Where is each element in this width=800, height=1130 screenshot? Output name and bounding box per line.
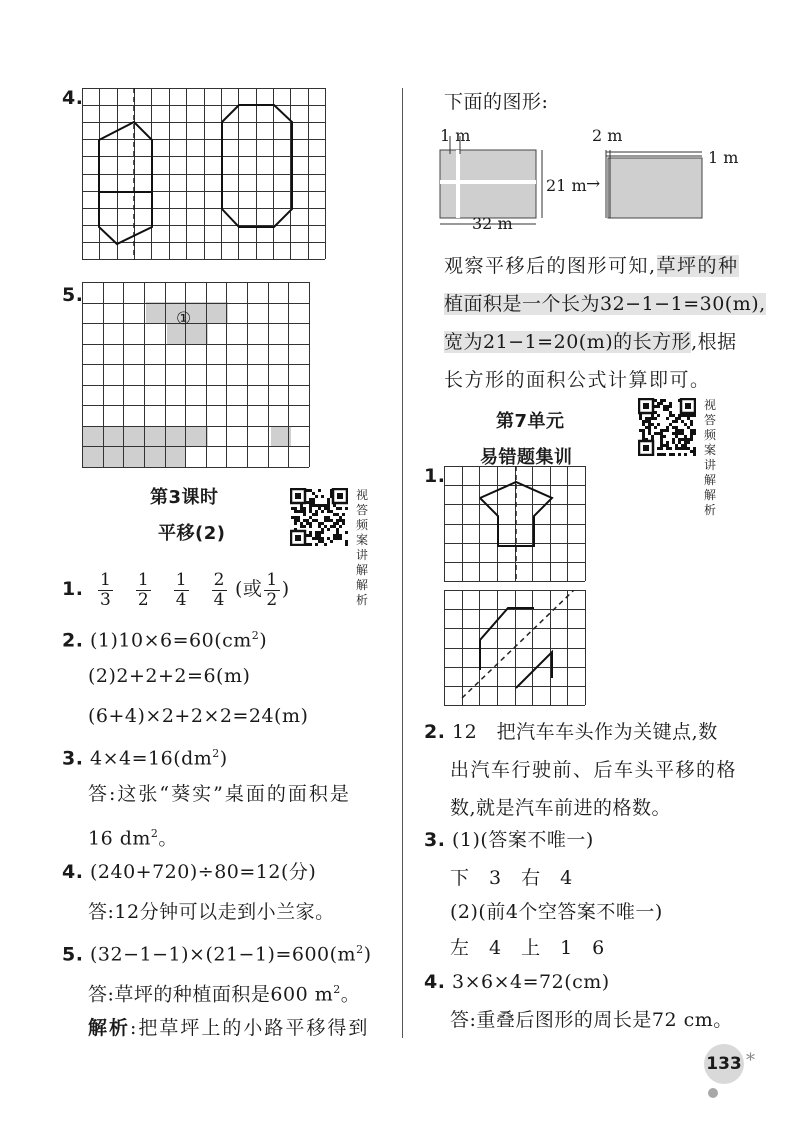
answer-2-line-2: (2)2+2+2=6(m) <box>88 665 251 687</box>
answer-2-line-3: (6+4)×2+2×2=24(m) <box>88 705 309 727</box>
dim-32m: 32 m <box>472 214 513 233</box>
answer-5-analysis: 解析:把草坪上的小路平移得到 <box>88 1017 370 1039</box>
decor-dot-icon <box>708 1088 718 1098</box>
answer-3-response-2: 16 $dm^2$。 <box>88 827 178 850</box>
answer-1-label: 1. <box>62 578 84 600</box>
column-divider <box>402 88 403 1038</box>
exercise-4-response: 答:重叠后图形的周长是72 cm。 <box>450 1009 733 1031</box>
exercise-4-line-1: 4. 3×6×4=72(cm) <box>424 971 610 993</box>
grid-b-shape-2 <box>516 652 552 688</box>
dim-1m-right: 1 m <box>708 148 739 167</box>
answer-3-response: 答:这张“葵实”桌面的面积是 <box>88 783 351 805</box>
q5-label: 5. <box>62 284 84 306</box>
fraction-1-3: $\frac{1}{3}$ <box>100 569 112 610</box>
qr-caption-2: 视答 频案 讲解 解析 <box>704 398 723 517</box>
q4-grid <box>82 88 326 260</box>
lesson-subtitle: 平移(2) <box>158 523 226 544</box>
answer-4-line-1: 4. (240+720)÷80=12(分) <box>62 861 317 883</box>
answer-1: 1. $\frac{1}{3}$ $\frac{1}{2}$ $\frac{1}{4}$ $\frac{2}{4}$ (或 $\frac{1}{2}$ ) <box>62 569 290 610</box>
fraction-2-4: $\frac{2}{4}$ <box>213 569 225 610</box>
answer-4-response: 答:12分钟可以走到小兰家。 <box>88 901 335 923</box>
unit-title: 第7单元 <box>496 411 565 432</box>
page-number: 133 <box>704 1044 744 1084</box>
analysis-continued: 下面的图形: <box>444 91 549 113</box>
arrow-icon: → <box>586 174 601 194</box>
exercise-3-line-4: 左 4 上 1 6 <box>450 937 605 959</box>
lawn-after <box>608 158 702 218</box>
dim-1m-left: 1 m <box>440 126 471 145</box>
answer-3-line-1: 3. $4\times 4=16(dm^2)$ <box>62 747 228 770</box>
exercise-2-line-3: 数,就是汽车前进的格数。 <box>450 797 672 819</box>
exercise-3-line-1: 3. (1)(答案不唯一) <box>424 829 594 851</box>
qr-code-icon[interactable] <box>290 488 348 546</box>
q4-label: 4. <box>62 87 84 109</box>
star-icon: * <box>746 1050 755 1071</box>
qr-caption: 视答 频案 讲解 解析 <box>356 488 375 607</box>
q5-circle-label: ① <box>176 309 192 329</box>
answer-2-line-1: 2. $(1)10\times 6=60(cm^2)$ <box>62 629 268 652</box>
fraction-1-4: $\frac{1}{4}$ <box>175 569 188 610</box>
observation-line-4: 长方形的面积公式计算即可。 <box>444 369 711 391</box>
dim-2m: 2 m <box>592 126 623 145</box>
q5-grid-figure <box>82 282 310 468</box>
exercise-2-line-1: 2. 12 把汽车车头作为关键点,数 <box>424 721 718 743</box>
unit-subtitle: 易错题集训 <box>480 447 573 468</box>
answer-5-response: 答:草坪的种植面积是600 $m^2$。 <box>88 983 361 1006</box>
observation-line-3: 宽为21−1=20(m)的长方形,根据 <box>444 331 737 353</box>
observation-line-2: 植面积是一个长为32−1−1=30(m), <box>444 293 766 315</box>
dim-21m: 21 m <box>546 176 587 195</box>
exercise-2-line-2: 出汽车行驶前、后车头平移的格 <box>450 759 738 781</box>
grid-b-shape-1 <box>480 608 534 640</box>
exercise-1-grid-a <box>444 466 586 582</box>
q4-grid-figure <box>82 88 326 260</box>
fraction-1-2: $\frac{1}{2}$ <box>137 569 150 610</box>
exercise-1-label: 1. <box>424 465 446 487</box>
exercise-3-line-3: (2)(前4个空答案不唯一) <box>450 901 663 923</box>
answer-5-line-1: 5. $(32-1-1)\times(21-1)=600(m^2)$ <box>62 943 372 966</box>
exercise-1-grid-b <box>444 590 586 706</box>
q5-shaded-row-b <box>82 447 186 468</box>
grid-b-axis <box>462 590 574 698</box>
exercise-3-line-2: 下 3 右 4 <box>450 867 573 889</box>
observation-line-1: 观察平移后的图形可知,草坪的种 <box>444 255 739 277</box>
fraction-alt-1-2: $\frac{1}{2}$ <box>266 569 278 610</box>
qr-code-icon-2[interactable] <box>638 398 696 456</box>
lesson-title: 第3课时 <box>150 487 219 508</box>
